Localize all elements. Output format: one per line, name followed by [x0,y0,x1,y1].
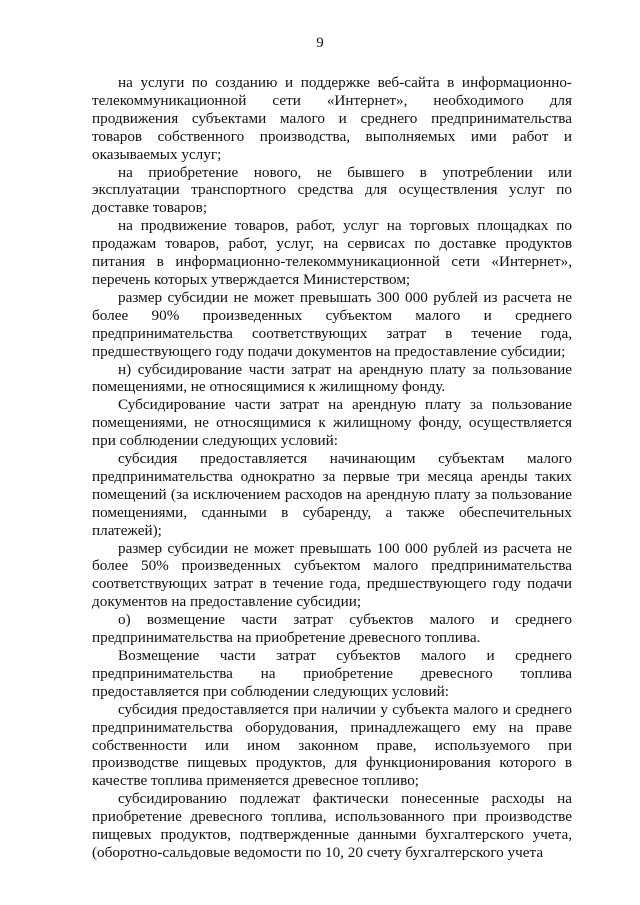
paragraph-website-services: на услуги по созданию и поддержке веб-сайта в информационно-телекоммуникационной сети «Интернет», необходимого для продвижения субъектами малого и среднего предпринимательства товаров собственного производства, выполняемых ими работ и оказываемых услуг; [92,74,572,163]
paragraph-expenses-condition: субсидированию подлежат фактически понесенные расходы на приобретение древесного топлива, использованного при производстве пищевых продуктов, подтвержденные данными бухгалтерского учета, (оборотно-сальдовые ведомости по 10, 20 счету бухгалтерского учета [92,790,572,861]
page-number: 9 [316,35,324,51]
paragraph-item-o-wood-fuel: о) возмещение части затрат субъектов малого и среднего предпринимательства на приобретение древесного топлива. [92,611,572,647]
paragraph-item-n-rent: н) субсидирование части затрат на арендную плату за пользование помещениями, не относящимися к жилищному фонду. [92,360,572,396]
paragraph-rent-first-three-months: субсидия предоставляется начинающим субъектам малого предпринимательства однократно за первые три месяца аренды таких помещений (за исключением расходов на арендную плату за пользование помещениями, сданными в субаренду, а также обеспечительных платежей); [92,450,572,539]
paragraph-marketplace-promotion: на продвижение товаров, работ, услуг на торговых площадках по продажам товаров, работ, услуг, на сервисах по доставке продуктов питания в информационно-телекоммуникационной сети «Интернет», перечень которых утверждается Министерством; [92,217,572,288]
paragraph-equipment-condition: субсидия предоставляется при наличии у субъекта малого и среднего предпринимательства оборудования, принадлежащего ему на праве собственности или ином законном праве, используемого при производстве пищевых продуктов, для функционирования которого в качестве топлива применяется древесное топливо; [92,700,572,790]
paragraph-vehicle-purchase: на приобретение нового, не бывшего в употреблении или эксплуатации транспортного средства для осуществления услуг по доставке товаров; [92,163,572,217]
paragraph-wood-fuel-conditions: Возмещение части затрат субъектов малого и среднего предпринимательства на приобретение древесного топлива предоставляется при соблюдении следующих условий: [92,647,572,700]
document-body [92,74,572,862]
paragraph-subsidy-limit-100000: размер субсидии не может превышать 100 000 рублей из расчета не более 50% произведенных субъектом малого предпринимательства соответствующих затрат в течение года, предшествующего году подачи документов на предоставление субсидии; [92,539,572,611]
paragraph-subsidy-limit-300000: размер субсидии не может превышать 300 000 рублей из расчета не более 90% произведенных субъектом малого и среднего предпринимательства соответствующих затрат в течение года, предшествующего году подачи документов на предоставление субсидии; [92,288,572,360]
paragraph-rent-conditions: Субсидирование части затрат на арендную плату за пользование помещениями, не относящимися к жилищному фонду, осуществляется при соблюдении следующих условий: [92,396,572,450]
